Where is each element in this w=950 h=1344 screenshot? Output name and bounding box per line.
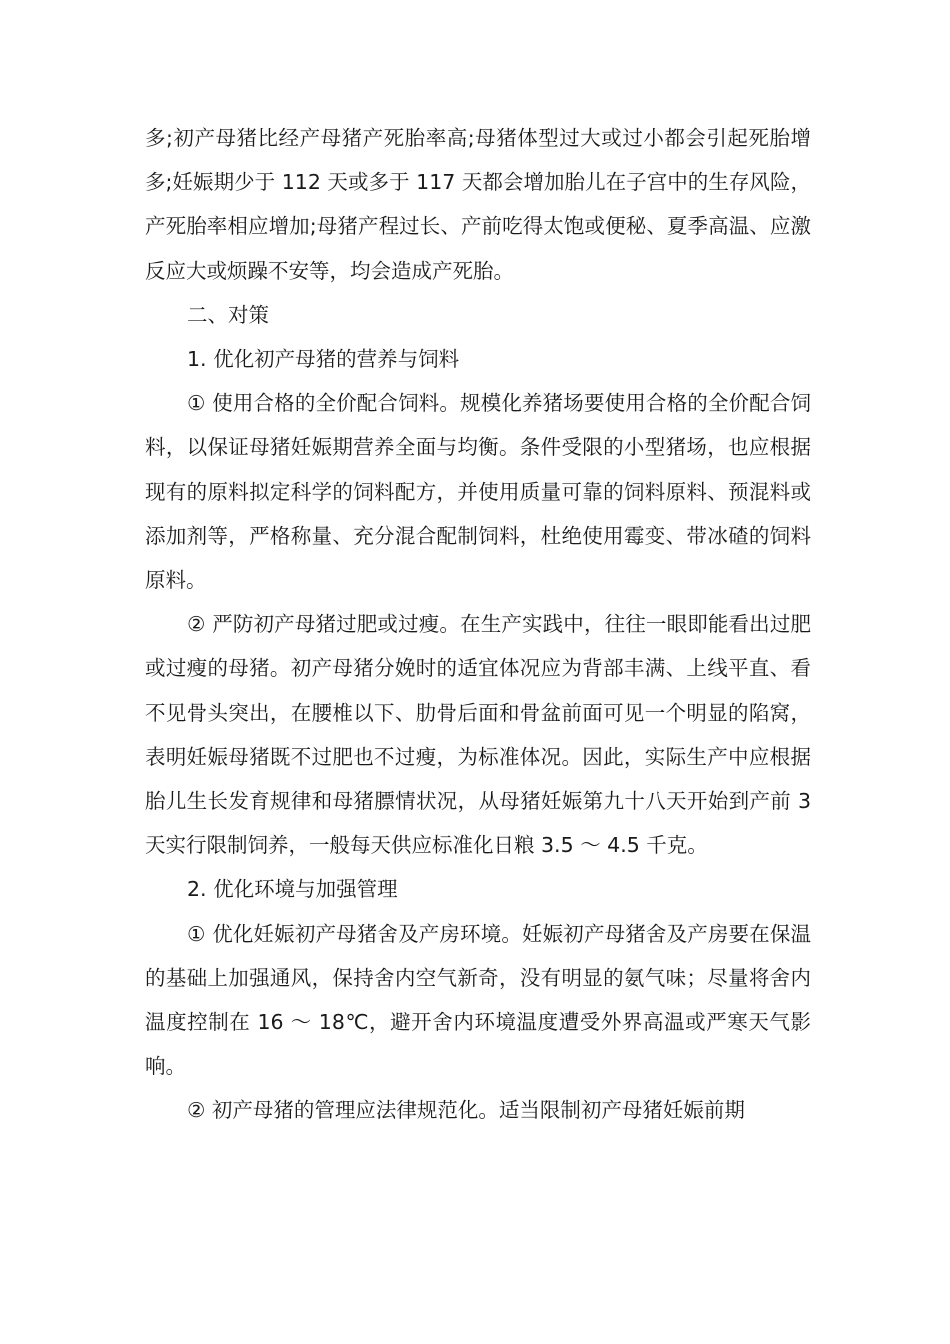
paragraph-housing-environment: ① 优化妊娠初产母猪舍及产房环境。妊娠初产母猪舍及产房要在保温的基础上加强通风，保持舍内空气新奇，没有明显的氨气味；尽量将舍内温度控制在 16 ～ 18℃，避开舍内环境温度遭受外界高温或严寒天气影响。	[145, 921, 811, 1079]
heading-environment-management: 2. 优化环境与加强管理	[187, 877, 398, 902]
paragraph-body-condition: ② 严防初产母猪过肥或过瘦。在生产实践中，往往一眼即能看出过肥或过瘦的母猪。初产母猪分娩时的适宜体况应为背部丰满、上线平直、看不见骨头突出，在腰椎以下、肋骨后面和骨盆前面可见一个明显的陷窝，表明妊娠母猪既不过肥也不过瘦，为标准体况。因此，实际生产中应根据胎儿生长发育规律和母猪膘情状况，从母猪妊娠第九十八天开始到产前 3 天实行限制饲养，一般每天供应标准化日粮 3.5 ～ 4.5 千克。	[145, 612, 811, 858]
heading-countermeasures: 二、对策	[187, 302, 269, 327]
paragraph-management-standard: ② 初产母猪的管理应法律规范化。适当限制初产母猪妊娠前期	[187, 1098, 745, 1123]
paragraph-complete-feed: ① 使用合格的全价配合饲料。规模化养猪场要使用合格的全价配合饲料，以保证母猪妊娠期营养全面与均衡。条件受限的小型猪场，也应根据现有的原料拟定科学的饲料配方，并使用质量可靠的饲料原料、预混料或添加剂等，严格称量、充分混合配制饲料，杜绝使用霉变、带冰碴的饲料原料。	[145, 391, 811, 593]
paragraph-stillbirth-causes: 多;初产母猪比经产母猪产死胎率高;母猪体型过大或过小都会引起死胎增多;妊娠期少于 112 天或多于 117 天都会增加胎儿在子宫中的生存风险，产死胎率相应增加;母猪产程过长、产前吃得太饱或便秘、夏季高温、应激反应大或烦躁不安等，均会造成产死胎。	[145, 126, 811, 283]
document-body	[145, 116, 811, 1133]
heading-nutrition-feed: 1. 优化初产母猪的营养与饲料	[187, 347, 460, 372]
